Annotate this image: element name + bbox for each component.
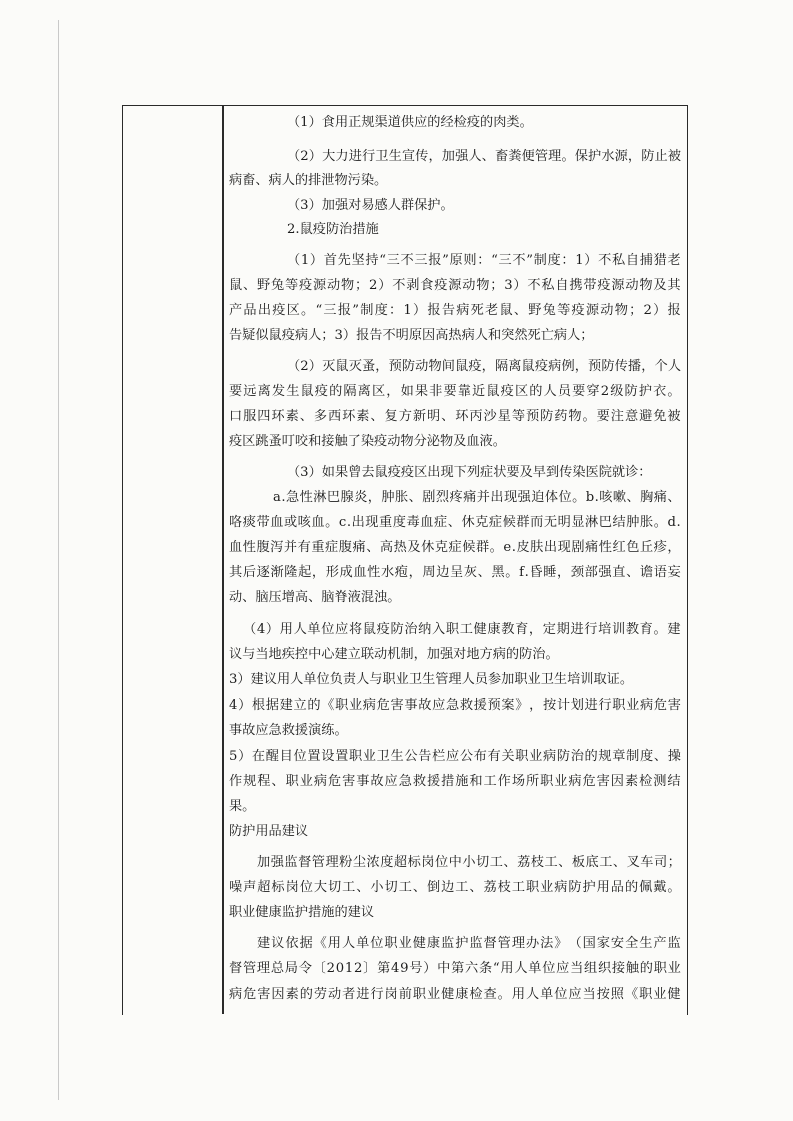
section-heading: 防护用品建议 bbox=[229, 824, 309, 839]
paragraph-line: 病 危 害 因 素 的 劳 动 者 进 行 岗 前 职 业 健 康 检 查 。 用 人 单 位 应 当 按 照 《 职 业 健 bbox=[229, 987, 681, 1002]
paragraph-line: 5 ） 在 醒 目 位 置 设 置 职 业 卫 生 公 告 栏 应 公 布 有 关 职 业 病 防 治 的 规 章 制 度 、 操 bbox=[229, 749, 681, 764]
paragraph-line: （3）加强对易感人群保护。 bbox=[287, 198, 454, 213]
paragraph-line: 病畜、病人的排泄物污染。 bbox=[229, 173, 388, 188]
paragraph-line: 3）建议用人单位负责人与职业卫生管理人员参加职业卫生培训取证。 bbox=[229, 672, 634, 687]
paragraph-line: 事故应急救援演练。 bbox=[229, 723, 348, 738]
paragraph-line: 动、脑压增高、脑脊液混浊。 bbox=[229, 590, 401, 605]
paragraph-line: 要 远 离 发 生 鼠 疫 的 隔 离 区 ， 如 果 非 要 靠 近 鼠 疫 区 的 人 员 要 穿 2 级 防 护 衣 。 bbox=[229, 384, 681, 399]
paragraph-line: 作 规 程 、 职 业 病 危 害 事 故 应 急 救 援 措 施 和 工 作 场 所 职 业 病 危 害 因 素 检 测 结 bbox=[229, 774, 681, 789]
paragraph-line: （ 2 ） 大 力 进 行 卫 生 宣 传 ， 加 强 人 、 畜 粪 便 管 理 。 保 护 水 源 ， 防 止 被 bbox=[287, 149, 681, 164]
paragraph-line: 果。 bbox=[229, 799, 256, 814]
paragraph-line: 疫区跳蚤叮咬和接触了染疫动物分泌物及血液。 bbox=[229, 434, 506, 449]
paragraph-line: 其 后 逐 渐 隆 起 ， 形 成 血 性 水 疱 ， 周 边 呈 灰 、 黑 。 f . 昏 睡 ， 颈 部 强 直 、 谵 语 妄 bbox=[229, 565, 681, 580]
paragraph-line: a . 急 性 淋 巴 腺 炎 ， 肿 胀 、 剧 烈 疼 痛 并 出 现 强 迫 体 位 。 b . 咳 嗽 、 胸 痛 、 bbox=[273, 490, 681, 505]
paragraph-line: 血 性 腹 泻 并 有 重 症 腹 痛 、 高 热 及 休 克 症 候 群 。 e . 皮 肤 出 现 剧 痛 性 红 色 丘 疹 ， bbox=[229, 540, 681, 555]
paragraph-line: 告疑似鼠疫病人；3）报告不明原因高热病人和突然死亡病人； bbox=[229, 328, 594, 343]
paragraph-line: （ 4 ） 用 人 单 位 应 将 鼠 疫 防 治 纳 入 职 工 健 康 教 育 ， 定 期 进 行 培 训 教 育 。 建 bbox=[243, 622, 681, 637]
paragraph-line: 建 议 依 据 《 用 人 单 位 职 业 健 康 监 护 监 督 管 理 办 法 》 （ 国 家 安 全 生 产 监 bbox=[257, 936, 681, 951]
paragraph-line: 督 管 理 总 局 令 〔 2 0 1 2 〕 第 4 9 号 ） 中 第 六 条 “ 用 人 单 位 应 当 组 织 接 触 的 职 业 bbox=[229, 961, 681, 976]
paragraph-line: 议与当地疾控中心建立联动机制，加强对地方病的防治。 bbox=[229, 647, 559, 662]
paragraph-line: 噪 声 超 标 岗 位 大 切 工 、 小 切 工 、 倒 边 工 、 荔 枝 工 职 业 病 防 护 用 品 的 佩 戴 。 bbox=[229, 880, 681, 895]
section-heading: 2.鼠疫防治措施 bbox=[287, 222, 379, 237]
paragraph-line: 鼠 、 野 兔 等 疫 源 动 物 ； 2 ） 不 剥 食 疫 源 动 物 ； 3 ） 不 私 自 携 带 疫 源 动 物 及 其 bbox=[229, 278, 681, 293]
paragraph-line: （1）食用正规渠道供应的经检疫的肉类。 bbox=[287, 115, 533, 130]
paragraph-line: （3）如果曾去鼠疫疫区出现下列症状要及早到传染医院就诊： bbox=[287, 465, 652, 480]
paragraph-line: 口 服 四 环 素 、 多 西 环 素 、 复 方 新 明 、 环 丙 沙 星 等 预 防 药 物 。 要 注 意 避 免 被 bbox=[229, 409, 681, 424]
paragraph-line: （ 1 ） 首 先 坚 持 “ 三 不 三 报 ” 原 则 ： “ 三 不 ” 制 度 ： 1 ） 不 私 自 捕 猎 老 bbox=[287, 253, 681, 268]
paragraph-line: 产 品 出 疫 区 。 “ 三 报 ” 制 度 ： 1 ） 报 告 病 死 老 鼠 、 野 兔 等 疫 源 动 物 ； 2 ） 报 bbox=[229, 303, 681, 318]
paragraph-line: 咯 痰 带 血 或 咳 血 。 c . 出 现 重 度 毒 血 症 、 休 克 症 候 群 而 无 明 显 淋 巴 结 肿 胀 。 d . bbox=[229, 515, 681, 530]
scan-fold-line bbox=[58, 20, 59, 1100]
paragraph-line: （ 2 ） 灭 鼠 灭 蚤 ， 预 防 动 物 间 鼠 疫 ， 隔 离 鼠 疫 病 例 ， 预 防 传 播 ， 个 人 bbox=[287, 359, 681, 374]
table-column-divider bbox=[222, 105, 224, 1014]
paragraph-line: 4 ） 根 据 建 立 的 《 职 业 病 危 害 事 故 应 急 救 援 预 案 》 ， 按 计 划 进 行 职 业 病 危 害 bbox=[229, 698, 681, 713]
paragraph-line: 加 强 监 督 管 理 粉 尘 浓 度 超 标 岗 位 中 小 切 工 、 荔 枝 工 、 板 底 工 、 叉 车 司 ； bbox=[257, 855, 681, 870]
section-heading: 职业健康监护措施的建议 bbox=[229, 905, 375, 920]
